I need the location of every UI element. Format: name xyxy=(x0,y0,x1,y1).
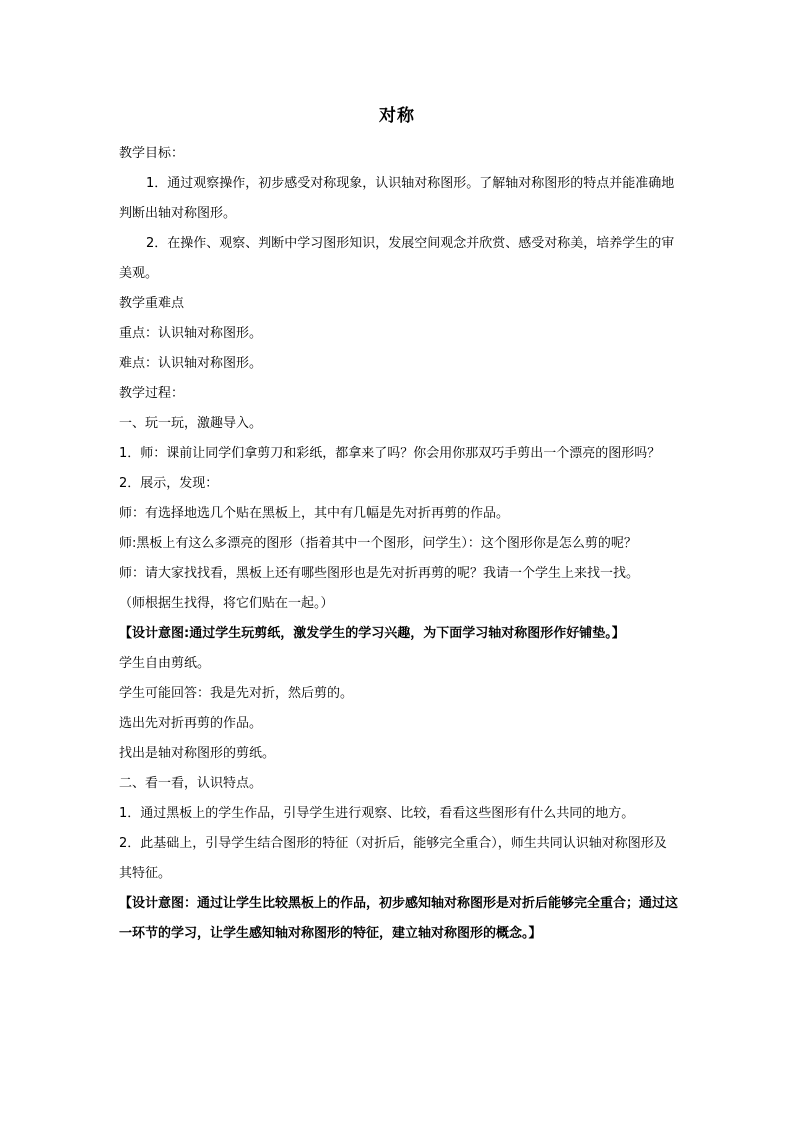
paragraph-design-intent-2: 【设计意图：通过让学生比较黑板上的作品，初步感知轴对称图形是对折后能够完全重合；通过这一环节的学习，让学生感知轴对称图形的特征，建立轴对称图形的概念。】 xyxy=(119,896,679,941)
paragraph-section-2-step-2: 2．此基础上，引导学生结合图形的特征（对折后，能够完全重合），师生共同认识轴对称图形及其特征。 xyxy=(119,836,667,881)
paragraph-objective-1: 1．通过观察操作，初步感受对称现象，认识轴对称图形。了解轴对称图形的特点并能准确地判断出轴对称图形。 xyxy=(119,176,675,221)
paragraph-teacher-1: 师：有选择地选几个贴在黑板上，其中有几幅是先对折再剪的作品。 xyxy=(119,506,510,521)
paragraph-student-2: 学生可能回答：我是先对折，然后剪的。 xyxy=(119,686,354,701)
paragraph-section-1-heading: 一、玩一玩，激趣导入。 xyxy=(119,416,263,431)
paragraph-design-intent-1: 【设计意图:通过学生玩剪纸，激发学生的学习兴趣，为下面学习轴对称图形作好铺垫。】 xyxy=(119,626,625,641)
paragraph-difficult-point: 难点：认识轴对称图形。 xyxy=(119,356,263,371)
paragraph-process-heading: 教学过程： xyxy=(119,386,185,401)
paragraph-objectives-heading: 教学目标： xyxy=(119,146,185,161)
paragraph-objective-2: 2．在操作、观察、判断中学习图形知识，发展空间观念并欣赏、感受对称美，培养学生的审美观。 xyxy=(119,236,675,281)
paragraph-student-4: 找出是轴对称图形的剪纸。 xyxy=(119,746,276,761)
paragraph-student-1: 学生自由剪纸。 xyxy=(119,656,211,671)
document-body xyxy=(119,139,679,949)
paragraph-student-3: 选出先对折再剪的作品。 xyxy=(119,716,263,731)
paragraph-key-point: 重点：认识轴对称图形。 xyxy=(119,326,263,341)
paragraph-teacher-3: 师：请大家找找看，黑板上还有哪些图形也是先对折再剪的呢？我请一个学生上来找一找。 xyxy=(119,566,640,581)
paragraph-section-2-heading: 二、看一看，认识特点。 xyxy=(119,776,263,791)
document-title: 对称 xyxy=(379,106,415,126)
paragraph-step-1: 1．师：课前让同学们拿剪刀和彩纸，都拿来了吗？你会用你那双巧手剪出一个漂亮的图形吗？ xyxy=(119,446,661,461)
paragraph-step-2: 2．展示，发现： xyxy=(119,476,219,491)
paragraph-key-points-heading: 教学重难点 xyxy=(119,296,185,311)
paragraph-section-2-step-1: 1．通过黑板上的学生作品，引导学生进行观察、比较，看看这些图形有什么共同的地方。 xyxy=(119,806,635,821)
paragraph-teacher-2: 师:黑板上有这么多漂亮的图形（指着其中一个图形，问学生）：这个图形你是怎么剪的呢？ xyxy=(119,536,637,551)
paragraph-teacher-note: （师根据生找得，将它们贴在一起。） xyxy=(119,596,334,611)
